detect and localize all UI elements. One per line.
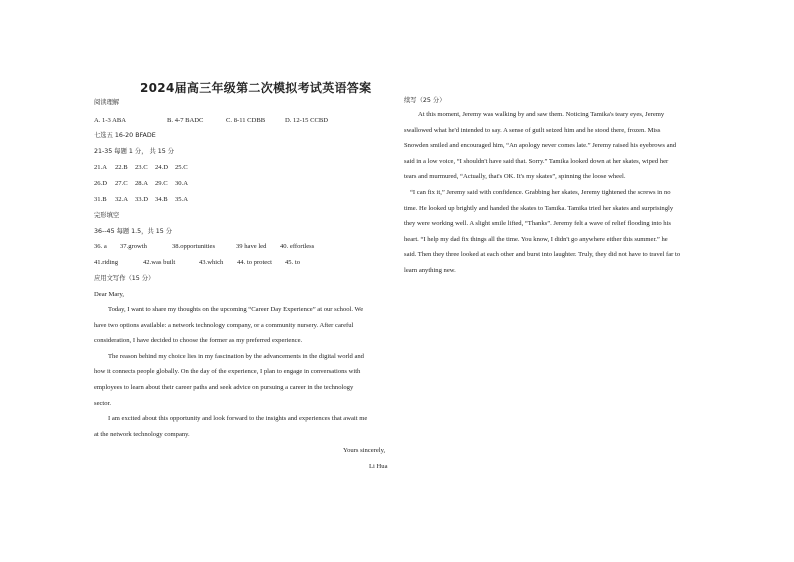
answer-item: 21.A [94,164,108,171]
answer-item: 24.D [155,164,169,171]
story-line: Snowden smiled and encouraged him, “An apology never comes late.” Jeremy raised his eyebrows and [404,142,677,150]
answers-row-21-25 [94,163,188,172]
answer-item: 28.A [135,180,149,187]
story-line: swallowed what he'd intended to say. A sense of guilt seized him and he stood there, frozen. Miss [404,126,661,134]
letter-signature: Li Hua [369,463,388,470]
letter-line: consideration, I have decided to choose the former as my preferred experience. [94,337,303,345]
answer-item: 25.C [175,164,188,171]
answer-item: 30.A [175,180,189,187]
story-line: heart. “I help my dad fix things all the time. You know, I didn't go anywhere either this summer.” he [404,235,668,243]
reading-heading: 阅读理解 [94,99,120,106]
answer-item: 35.A [175,196,189,203]
story-line: time. He looked up brightly and handed the skates to Tamika. Tamika tried her skates and surprisingly [404,204,674,212]
letter-line: at the network technology company. [94,430,190,438]
continuation-heading: 续写（25 分） [404,97,446,104]
answer-item: 45. to [285,259,301,266]
answer-item: 41.riding [94,259,118,266]
answer-item: 33.D [135,196,149,203]
continuation-body [404,107,700,279]
letter-line: how it connects people globally. On the day of the experience, I plan to engage in conversations with [94,368,361,376]
answer-item: 36. a [94,243,107,250]
answer-item: 34.B [155,196,168,203]
answers-row-26-30 [94,179,188,188]
answer-item: 42.was built [143,259,176,266]
cloze-answers-row-2 [94,258,300,267]
story-line: “I can fix it,” Jeremy said with confidence. Grabbing her skates, Jeremy tightened the screws in no [410,188,671,196]
answer-item: 39 have led [236,243,267,250]
answer-item: 32.A [115,196,129,203]
story-line: they were working well. A slight smile lifted, “Thanks”. Jeremy felt a wave of relief flooding into his [404,220,671,228]
answers-row-31-35 [94,195,188,204]
reading-scoring-note: 21-35 每题 1 分， 共 15 分 [94,148,175,155]
answer-item: 29.C [155,180,168,187]
answer-item: 22.B [115,164,128,171]
cloze-answers-row-1 [94,242,314,251]
letter-line: Today, I want to share my thoughts on the upcoming “Career Day Experience” at our school. We [108,306,364,313]
cloze-heading: 完形填空 [94,212,120,219]
answer-item: 27.C [115,180,128,187]
story-line: learn anything new. [404,266,456,274]
letter-line: have two options available: a network technology company, or a community nursery. After careful [94,321,354,329]
story-line: At this moment, Jeremy was walking by and saw them. Noticing Tamika's teary eyes, Jeremy [418,111,665,118]
story-line: said. Then they three looked at each other and burst into laughter. Truly, they did not have to travel far to [404,251,681,259]
answer-group-a: A. 1-3 ABA [94,117,127,124]
answer-item: 31.B [94,196,107,203]
cloze-scoring-note: 36--45 每题 1.5，共 15 分 [94,228,173,235]
answer-item: 23.C [135,164,148,171]
letter-line: The reason behind my choice lies in my fascination by the advancements in the digital world and [108,352,364,360]
story-line: said in a low voice, “I shouldn't have said that. Sorry.” Tamika looked down at her skates, wiped her [404,157,669,165]
letter-line: employees to learn about their career paths and seek advice on pursuing a career in the technology [94,383,354,391]
answer-group-d: D. 12-15 CCBD [285,117,329,124]
answer-item: 37.growth [120,243,147,250]
answer-item: 43.which [199,259,224,266]
answer-item: 38.opportunities [172,243,216,250]
seven-choose-five-answers: 七选五 16-20 BFADE [94,132,156,139]
letter-line: I am excited about this opportunity and look forward to the insights and experiences that await me [108,415,368,423]
letter-closing: Yours sincerely, [343,447,386,454]
letter-body [94,302,392,442]
writing-heading: 应用文写作（15 分） [94,275,155,282]
page-title: 2024届高三年级第二次模拟考试英语答案 [140,81,372,95]
answer-group-b: B. 4-7 BADC [167,117,204,124]
letter-line: sector. [94,399,112,407]
story-line: tears and murmured, “Actually, that's OK. It's my skates”, spinning the loose wheel. [404,173,626,181]
answer-group-c: C. 8-11 CDBB [226,117,266,124]
answer-item: 44. to protect [237,259,272,266]
reading-answers-row-1 [94,116,328,125]
answer-item: 26.D [94,180,108,187]
letter-salutation: Dear Mary, [94,291,124,298]
answer-item: 40. effortless [280,243,315,250]
